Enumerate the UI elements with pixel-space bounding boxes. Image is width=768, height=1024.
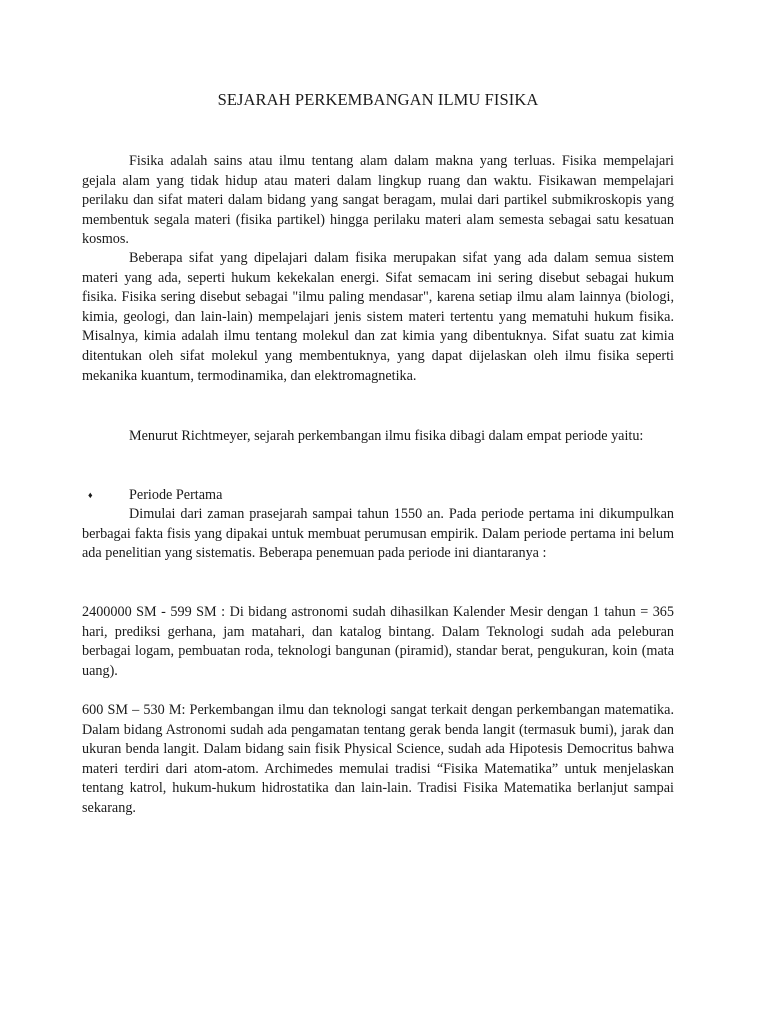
paragraph-intro-2: Beberapa sifat yang dipelajari dalam fisika merupakan sifat yang ada dalam semua sistem materi yang ada, seperti hukum kekekalan energi. Sifat semacam ini sering disebut sebagai hukum fisika. Fisika sering disebut sebagai "ilmu paling mendasar", karena setiap ilmu alam lainnya (biologi, kimia, geologi, dan lain-lain) mempelajari jenis sistem materi tertentu yang mematuhi hukum fisika. Misalnya, kimia adalah ilmu tentang molekul dan zat kimia yang dibentuknya. Sifat suatu zat kimia ditentukan oleh sifat molekul yang membentuknya, yang dapat dijelaskan oleh ilmu fisika seperti mekanika kuantum, termodinamika, dan elektromagnetika. — [82, 250, 674, 384]
richtmeyer-name: Richtmeyer — [181, 428, 248, 444]
paragraph-period-1-intro: Dimulai dari zaman prasejarah sampai tahun 1550 an. Pada periode pertama ini dikumpulkan berbagai fakta fisis yang dipakai untuk membuat perumusan empirik. Dalam periode pertama ini belum ada penelitian yang sistematis. Beberapa penemuan pada periode ini diantaranya : — [82, 506, 674, 562]
paragraph-intro-1: Fisika adalah sains atau ilmu tentang alam dalam makna yang terluas. Fisika mempelajari gejala alam yang tidak hidup atau materi dalam lingkup ruang dan waktu. Fisikawan mempelajari perilaku dan sifat materi dalam bidang yang sangat beragam, mulai dari partikel submikroskopis yang membentuk segala materi (fisika partikel) hingga perilaku materi alam semesta sebagai satu kesatuan kosmos. — [82, 153, 674, 248]
bullet-label: Periode Pertama — [129, 487, 223, 503]
paragraph-richtmeyer — [82, 427, 674, 447]
richtmeyer-after: , sejarah perkembangan ilmu fisika dibagi dalam empat periode yaitu: — [247, 428, 644, 444]
document-title: SEJARAH PERKEMBANGAN ILMU FISIKA — [217, 90, 539, 109]
diamond-bullet-icon: ♦ — [88, 490, 93, 500]
paragraph-era-1: 2400000 SM - 599 SM : Di bidang astronomi sudah dihasilkan Kalender Mesir dengan 1 tahun = 365 hari, prediksi gerhana, jam matahari, dan katalog bintang. Dalam Teknologi sudah ada peleburan berbagai logam, pembuatan roda, teknologi bangunan (piramid), standar berat, pengukuran, koin (mata uang). — [82, 604, 674, 679]
richtmeyer-before: Menurut — [129, 428, 182, 444]
document-page — [82, 0, 674, 1024]
paragraph-era-2: 600 SM – 530 M: Perkembangan ilmu dan teknologi sangat terkait dengan perkembangan matematika. Dalam bidang Astronomi sudah ada pengamatan tentang gerak benda langit (termasuk bumi), jarak dan ukuran benda langit. Dalam bidang sain fisik Physical Science, sudah ada Hipotesis Democritus bahwa materi terdiri dari atom-atom. Archimedes memulai tradisi “Fisika Matematika” untuk menjelaskan tentang katrol, hukum-hukum hidrostatika dan lain-lain. Tradisi Fisika Matematika berlanjut sampai sekarang. — [82, 702, 674, 816]
